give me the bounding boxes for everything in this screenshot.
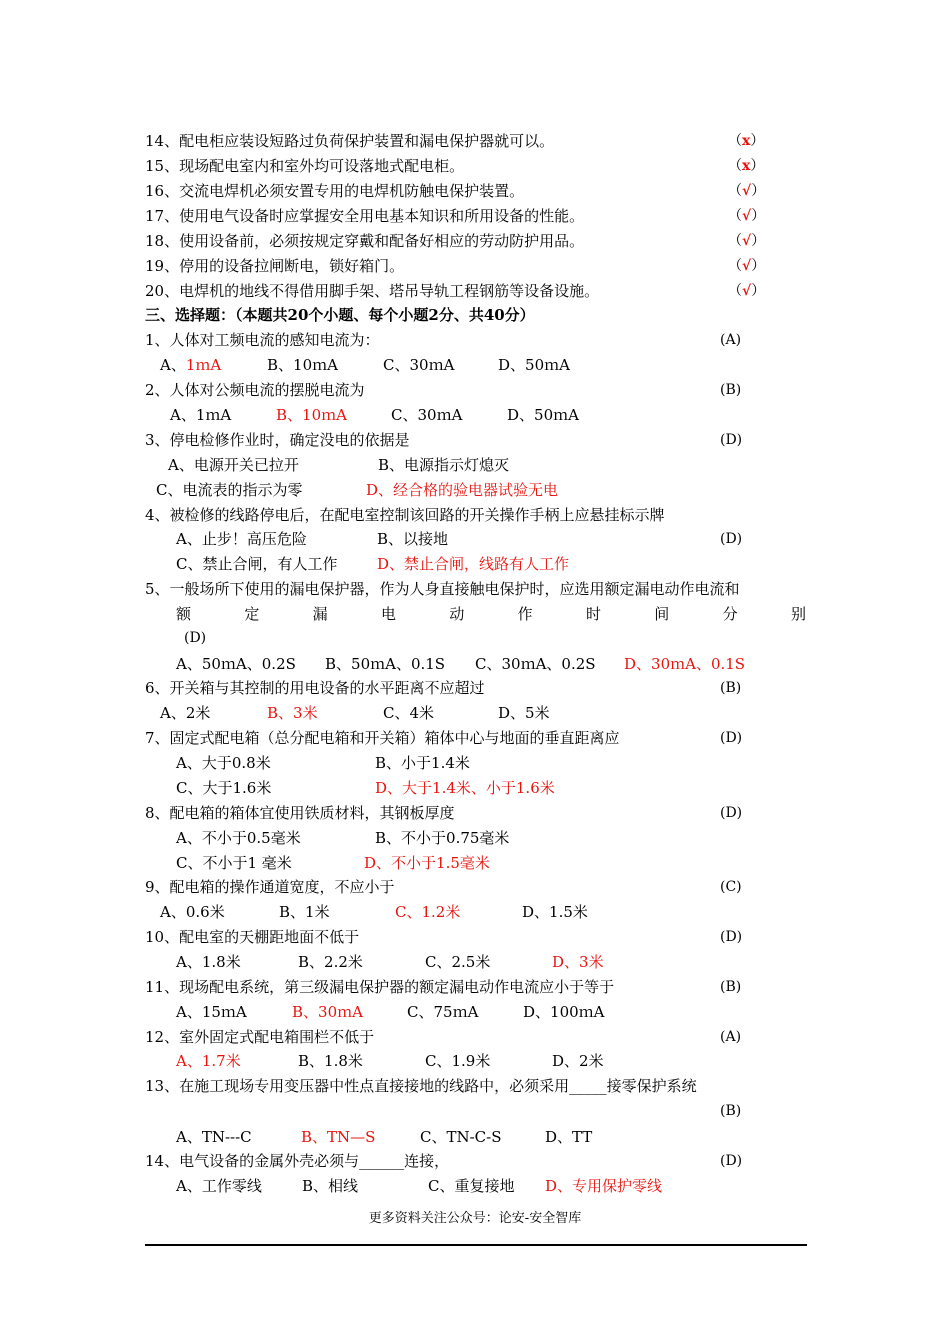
question-1-option-d: D、50ｍA [498, 356, 570, 374]
question-2-answer: (B) [720, 382, 742, 398]
question-4-option-d: D、禁止合闸，线路有人工作 [377, 555, 570, 573]
question-2-stem: 2、人体对公频电流的摆脱电流为 [145, 381, 365, 399]
judgement-item-14: 14、配电柜应装设短路过负荷保护装置和漏电保护器就可以。 [145, 132, 555, 150]
question-10-option-c: C、2.5米 [425, 953, 491, 971]
question-10-stem: 10、配电室的天棚距地面不低于 [145, 928, 360, 946]
question-14-option-a: A、工作零线 [176, 1177, 262, 1195]
question-3-answer: (D) [720, 432, 743, 448]
question-13-answer: (B) [720, 1103, 742, 1119]
question-5-option-d: D、30ｍA、0.1S [624, 655, 746, 673]
question-13-option-d: D、TT [545, 1128, 593, 1146]
question-2-option-a: A、1ｍA [170, 406, 232, 424]
question-13-option-b: B、TN—S [301, 1128, 376, 1146]
judgement-answer-18: （√） [728, 233, 766, 249]
question-13-stem: 13、在施工现场专用变压器中性点直接接地的线路中，必须采用_____接零保护系统 [145, 1077, 697, 1095]
question-5-option-b: B、50ｍA、0.1S [325, 655, 446, 673]
footer-divider [145, 1244, 807, 1246]
question-5-stem-continued: 额 定 漏 电 动 作 时 间 分 别 [176, 605, 806, 623]
judgement-answer-16: （√） [728, 183, 766, 199]
section-title: 三、选择题：（本题共20个小题、每个小题2分、共40分） [145, 306, 535, 324]
judgement-item-17: 17、使用电气设备时应掌握安全用电基本知识和所用设备的性能。 [145, 207, 585, 225]
question-4-answer: (D) [720, 531, 743, 547]
question-5-stem: 5、一般场所下使用的漏电保护器，作为人身直接触电保护时，应选用额定漏电动作电流和 [145, 580, 740, 598]
question-10-answer: (D) [720, 929, 743, 945]
question-6-option-c: C、4米 [383, 704, 435, 722]
question-1-option-c: C、30ｍA [383, 356, 455, 374]
question-11-answer: (B) [720, 979, 742, 995]
question-8-stem: 8、配电箱的箱体宜使用铁质材料，其钢板厚度 [145, 804, 455, 822]
question-11-option-c: C、75ｍA [407, 1003, 479, 1021]
judgement-answer-19: （√） [728, 258, 766, 274]
judgement-item-19: 19、停用的设备拉闸断电，锁好箱门。 [145, 257, 405, 275]
cross-mark-icon: x [742, 133, 751, 149]
question-12-answer: (A) [720, 1029, 742, 1045]
judgement-answer-20: （√） [728, 283, 766, 299]
question-11-option-d: D、100ｍA [523, 1003, 605, 1021]
question-4-option-b: B、以接地 [377, 530, 449, 548]
question-8-option-d: D、不小于1.5毫米 [364, 854, 490, 872]
question-12-option-c: C、1.9米 [425, 1052, 491, 1070]
question-7-option-a: A、大于0.8米 [176, 754, 271, 772]
question-9-stem: 9、配电箱的操作通道宽度，不应小于 [145, 878, 395, 896]
check-mark-icon: √ [742, 258, 752, 274]
question-1-option-a: A、1ｍA [160, 356, 222, 374]
question-10-option-a: A、1.8米 [176, 953, 241, 971]
question-9-option-b: B、1米 [279, 903, 330, 921]
question-8-option-c: C、不小于1 毫米 [176, 854, 292, 872]
cross-mark-icon: x [742, 158, 751, 174]
question-5-answer: (D) [184, 630, 207, 646]
question-1-answer: (A) [720, 332, 742, 348]
question-3-option-b: B、电源指示灯熄灭 [378, 456, 510, 474]
question-2-option-c: C、30ｍA [391, 406, 463, 424]
question-3-option-d: D、经合格的验电器试验无电 [366, 481, 559, 499]
question-1-option-b: B、10ｍA [267, 356, 338, 374]
question-12-option-b: B、1.8米 [298, 1052, 363, 1070]
question-12-stem: 12、室外固定式配电箱围栏不低于 [145, 1028, 375, 1046]
question-12-option-d: D、2米 [552, 1052, 604, 1070]
question-11-option-b: B、30ｍA [292, 1003, 363, 1021]
judgement-answer-14: （x） [728, 133, 765, 149]
judgement-answer-15: （x） [728, 158, 765, 174]
question-10-option-b: B、2.2米 [298, 953, 363, 971]
question-9-option-a: A、0.6米 [160, 903, 225, 921]
question-13-option-c: C、TN-C-S [420, 1128, 502, 1146]
question-9-option-d: D、1.5米 [522, 903, 588, 921]
question-5-option-c: C、30ｍA、0.2S [475, 655, 596, 673]
question-11-option-a: A、15ｍA [176, 1003, 247, 1021]
question-14-option-c: C、重复接地 [428, 1177, 515, 1195]
question-8-option-b: B、不小于0.75毫米 [375, 829, 510, 847]
question-5-option-a: A、50ｍA、0.2S [176, 655, 296, 673]
question-14-stem: 14、电气设备的金属外壳必须与______连接， [145, 1152, 450, 1170]
question-2-option-b: B、10ｍA [276, 406, 347, 424]
footer-note: 更多资料关注公众号：论安-安全智库 [368, 1211, 582, 1226]
check-mark-icon: √ [742, 233, 752, 249]
question-7-answer: (D) [720, 730, 743, 746]
judgement-item-18: 18、使用设备前，必须按规定穿戴和配备好相应的劳动防护用品。 [145, 232, 585, 250]
question-13-option-a: A、TN---C [176, 1128, 252, 1146]
judgement-item-15: 15、现场配电室内和室外均可设落地式配电柜。 [145, 157, 465, 175]
check-mark-icon: √ [742, 183, 752, 199]
question-11-stem: 11、现场配电系统，第三级漏电保护器的额定漏电动作电流应小于等于 [145, 978, 615, 996]
question-4-stem: 4、被检修的线路停电后，在配电室控制该回路的开关操作手柄上应悬挂标示牌 [145, 506, 665, 524]
question-10-option-d: D、3米 [552, 953, 604, 971]
question-9-option-c: C、1.2米 [395, 903, 461, 921]
judgement-answer-17: （√） [728, 208, 766, 224]
question-3-option-c: C、电流表的指示为零 [156, 481, 303, 499]
question-12-option-a: A、1.7米 [176, 1052, 241, 1070]
question-1-stem: 1、人体对工频电流的感知电流为： [145, 331, 380, 349]
question-6-answer: (B) [720, 680, 742, 696]
question-4-option-c: C、禁止合闸，有人工作 [176, 555, 338, 573]
question-3-option-a: A、电源开关已拉开 [168, 456, 299, 474]
question-2-option-d: D、50ｍA [507, 406, 579, 424]
check-mark-icon: √ [742, 208, 752, 224]
question-14-option-d: D、专用保护零线 [545, 1177, 663, 1195]
question-7-option-d: D、大于1.4米、小于1.6米 [375, 779, 555, 797]
judgement-item-20: 20、电焊机的地线不得借用脚手架、塔吊导轨工程钢筋等设备设施。 [145, 282, 600, 300]
question-6-option-a: A、2米 [160, 704, 211, 722]
question-6-option-b: B、3米 [267, 704, 318, 722]
question-9-answer: (C) [720, 879, 742, 895]
question-7-option-b: B、小于1.4米 [375, 754, 470, 772]
question-8-option-a: A、不小于0.5毫米 [176, 829, 301, 847]
question-4-option-a: A、止步！高压危险 [176, 530, 307, 548]
question-6-stem: 6、开关箱与其控制的用电设备的水平距离不应超过 [145, 679, 485, 697]
question-3-stem: 3、停电检修作业时，确定没电的依据是 [145, 431, 410, 449]
question-8-answer: (D) [720, 805, 743, 821]
question-14-answer: (D) [720, 1153, 743, 1169]
question-7-stem: 7、固定式配电箱（总分配电箱和开关箱）箱体中心与地面的垂直距离应 [145, 729, 620, 747]
check-mark-icon: √ [742, 283, 752, 299]
question-7-option-c: C、大于1.6米 [176, 779, 272, 797]
question-14-option-b: B、相线 [302, 1177, 359, 1195]
judgement-item-16: 16、交流电焊机必须安置专用的电焊机防触电保护装置。 [145, 182, 525, 200]
question-6-option-d: D、5米 [498, 704, 550, 722]
